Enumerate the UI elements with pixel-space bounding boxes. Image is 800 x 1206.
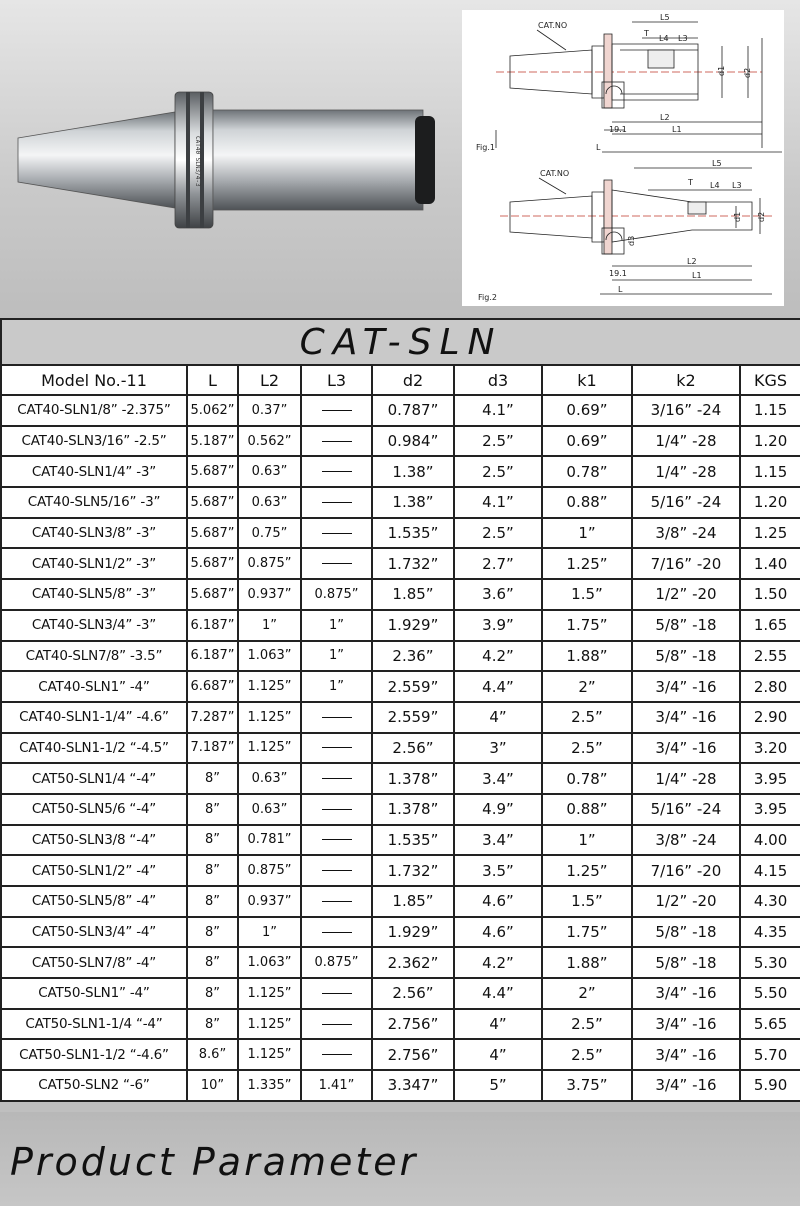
cell-model: CAT40-SLN1/2” -3” bbox=[1, 548, 187, 579]
cell-l3 bbox=[301, 733, 372, 764]
cell-l: 6.187” bbox=[187, 610, 238, 641]
fig1-label-l5: L5 bbox=[660, 13, 670, 22]
table-row bbox=[1, 671, 800, 702]
cell-l2: 1.125” bbox=[238, 671, 301, 702]
cell-l3 bbox=[301, 518, 372, 549]
cell-d3: 3” bbox=[454, 733, 542, 764]
cell-l3 bbox=[301, 763, 372, 794]
cell-model: CAT50-SLN1” -4” bbox=[1, 978, 187, 1009]
cell-d2: 2.559” bbox=[372, 702, 454, 733]
cell-d2: 1.929” bbox=[372, 610, 454, 641]
table-row bbox=[1, 426, 800, 457]
cell-kgs: 3.95 bbox=[740, 763, 800, 794]
table-row bbox=[1, 610, 800, 641]
cell-l3 bbox=[301, 456, 372, 487]
table-row bbox=[1, 917, 800, 948]
cell-d3: 4.1” bbox=[454, 487, 542, 518]
cell-kgs: 1.25 bbox=[740, 518, 800, 549]
fig2-labels bbox=[478, 159, 766, 302]
cell-l: 5.687” bbox=[187, 518, 238, 549]
cell-d2: 2.56” bbox=[372, 978, 454, 1009]
cell-l: 7.287” bbox=[187, 702, 238, 733]
dash-mark bbox=[322, 839, 352, 840]
cell-d3: 4.6” bbox=[454, 917, 542, 948]
cell-d2: 1.732” bbox=[372, 855, 454, 886]
footer-banner bbox=[0, 1112, 800, 1206]
dash-mark bbox=[322, 1024, 352, 1025]
table-row bbox=[1, 855, 800, 886]
cell-k1: 2” bbox=[542, 671, 632, 702]
cell-kgs: 4.00 bbox=[740, 825, 800, 856]
dash-mark bbox=[322, 410, 352, 411]
cell-d2: 1.378” bbox=[372, 794, 454, 825]
cell-l2: 1” bbox=[238, 917, 301, 948]
cell-d2: 2.56” bbox=[372, 733, 454, 764]
fig2-label-t: T bbox=[688, 178, 693, 187]
cell-kgs: 2.80 bbox=[740, 671, 800, 702]
cell-k2: 5/16” -24 bbox=[632, 487, 740, 518]
cell-l2: 1.125” bbox=[238, 978, 301, 1009]
cell-model: CAT50-SLN5/6 “-4” bbox=[1, 794, 187, 825]
cell-d3: 4.4” bbox=[454, 978, 542, 1009]
dash-mark bbox=[322, 932, 352, 933]
cell-model: CAT40-SLN7/8” -3.5” bbox=[1, 641, 187, 672]
cell-model: CAT40-SLN3/4” -3” bbox=[1, 610, 187, 641]
cell-model: CAT50-SLN7/8” -4” bbox=[1, 947, 187, 978]
cell-l: 8.6” bbox=[187, 1039, 238, 1070]
dash-mark bbox=[322, 441, 352, 442]
cell-kgs: 1.20 bbox=[740, 487, 800, 518]
cell-l3 bbox=[301, 825, 372, 856]
column-header: L bbox=[187, 365, 238, 395]
engraving-text: CAT40 SLN3/4-3 bbox=[194, 136, 201, 187]
cell-k2: 3/4” -16 bbox=[632, 671, 740, 702]
cell-k2: 5/8” -18 bbox=[632, 947, 740, 978]
cell-l2: 1.335” bbox=[238, 1070, 301, 1101]
cell-l3: 0.875” bbox=[301, 579, 372, 610]
cell-k1: 0.69” bbox=[542, 426, 632, 457]
cell-k2: 3/4” -16 bbox=[632, 1009, 740, 1040]
cell-k1: 1.88” bbox=[542, 641, 632, 672]
cell-model: CAT50-SLN3/4” -4” bbox=[1, 917, 187, 948]
cell-l2: 1.125” bbox=[238, 702, 301, 733]
fig1-labels bbox=[476, 13, 752, 152]
cell-l3 bbox=[301, 426, 372, 457]
cell-l: 8” bbox=[187, 1009, 238, 1040]
fig1-label-l2: L2 bbox=[660, 113, 670, 122]
cell-k1: 1.25” bbox=[542, 855, 632, 886]
fig1-label-l3: L3 bbox=[678, 34, 688, 43]
table-row bbox=[1, 487, 800, 518]
dash-mark bbox=[322, 993, 352, 994]
table-row bbox=[1, 794, 800, 825]
cell-l2: 0.63” bbox=[238, 763, 301, 794]
cell-k2: 3/4” -16 bbox=[632, 733, 740, 764]
fig2-label-l3: L3 bbox=[732, 181, 742, 190]
cell-model: CAT50-SLN2 “-6” bbox=[1, 1070, 187, 1101]
cell-d3: 2.7” bbox=[454, 548, 542, 579]
table-row bbox=[1, 825, 800, 856]
cell-l2: 1.063” bbox=[238, 641, 301, 672]
cell-l3 bbox=[301, 548, 372, 579]
cell-model: CAT40-SLN1-1/2 “-4.5” bbox=[1, 733, 187, 764]
cell-l2: 0.875” bbox=[238, 548, 301, 579]
cell-l: 5.062” bbox=[187, 395, 238, 426]
cell-l3 bbox=[301, 1039, 372, 1070]
cell-k1: 0.88” bbox=[542, 487, 632, 518]
cell-d3: 3.4” bbox=[454, 825, 542, 856]
dash-mark bbox=[322, 533, 352, 534]
fig2-label-d3: d3 bbox=[627, 235, 636, 246]
cell-l: 5.687” bbox=[187, 548, 238, 579]
cell-l3: 1” bbox=[301, 641, 372, 672]
cell-k1: 2.5” bbox=[542, 733, 632, 764]
footer-title: Product Parameter bbox=[10, 1140, 419, 1184]
fig2-caption: Fig.2 bbox=[478, 293, 497, 302]
fig1-label-t: T bbox=[644, 29, 649, 38]
cell-k2: 1/4” -28 bbox=[632, 456, 740, 487]
cell-l3 bbox=[301, 702, 372, 733]
dash-mark bbox=[322, 809, 352, 810]
cell-k1: 1.25” bbox=[542, 548, 632, 579]
cell-k2: 5/8” -18 bbox=[632, 610, 740, 641]
cell-kgs: 5.50 bbox=[740, 978, 800, 1009]
cell-kgs: 1.15 bbox=[740, 395, 800, 426]
cell-l3 bbox=[301, 917, 372, 948]
cell-k1: 1.75” bbox=[542, 917, 632, 948]
cell-k2: 5/8” -18 bbox=[632, 641, 740, 672]
table-header-row bbox=[1, 365, 800, 395]
cell-l: 7.187” bbox=[187, 733, 238, 764]
cell-l2: 1.125” bbox=[238, 1009, 301, 1040]
cell-l: 8” bbox=[187, 917, 238, 948]
cell-d2: 1.38” bbox=[372, 487, 454, 518]
cell-k2: 5/16” -24 bbox=[632, 794, 740, 825]
cell-l2: 0.75” bbox=[238, 518, 301, 549]
cell-model: CAT50-SLN3/8 “-4” bbox=[1, 825, 187, 856]
table-row bbox=[1, 1070, 800, 1101]
cell-model: CAT50-SLN1/2” -4” bbox=[1, 855, 187, 886]
fig2-label-l: L bbox=[618, 285, 623, 294]
cell-kgs: 1.20 bbox=[740, 426, 800, 457]
cell-l3 bbox=[301, 886, 372, 917]
fig1-label-d2: d2 bbox=[743, 67, 752, 78]
cell-l: 8” bbox=[187, 947, 238, 978]
cell-l3 bbox=[301, 1009, 372, 1040]
dash-mark bbox=[322, 1054, 352, 1055]
cell-k2: 1/4” -28 bbox=[632, 763, 740, 794]
header-banner bbox=[0, 0, 800, 318]
cell-k2: 3/8” -24 bbox=[632, 825, 740, 856]
cell-d3: 4” bbox=[454, 702, 542, 733]
fig1-caption: Fig.1 bbox=[476, 143, 495, 152]
cell-k2: 3/4” -16 bbox=[632, 978, 740, 1009]
cell-l2: 1.063” bbox=[238, 947, 301, 978]
cell-l2: 1” bbox=[238, 610, 301, 641]
cell-k2: 1/2” -20 bbox=[632, 579, 740, 610]
cell-d3: 3.4” bbox=[454, 763, 542, 794]
cell-k1: 1.75” bbox=[542, 610, 632, 641]
fig2-label-19-1: 19.1 bbox=[609, 269, 627, 278]
cell-l3: 1.41” bbox=[301, 1070, 372, 1101]
table-row bbox=[1, 947, 800, 978]
cell-d3: 2.5” bbox=[454, 518, 542, 549]
cell-l2: 0.562” bbox=[238, 426, 301, 457]
cell-l3 bbox=[301, 855, 372, 886]
cell-model: CAT40-SLN1” -4” bbox=[1, 671, 187, 702]
technical-drawing bbox=[462, 10, 784, 306]
cell-l3: 1” bbox=[301, 671, 372, 702]
table-row bbox=[1, 518, 800, 549]
cell-k1: 0.88” bbox=[542, 794, 632, 825]
fig2-label-l2: L2 bbox=[687, 257, 697, 266]
cell-k1: 2.5” bbox=[542, 1039, 632, 1070]
cell-d2: 0.984” bbox=[372, 426, 454, 457]
dash-mark bbox=[322, 471, 352, 472]
cell-d2: 1.732” bbox=[372, 548, 454, 579]
cell-l2: 0.875” bbox=[238, 855, 301, 886]
cell-l: 6.687” bbox=[187, 671, 238, 702]
cell-k2: 3/4” -16 bbox=[632, 1039, 740, 1070]
cell-l: 8” bbox=[187, 763, 238, 794]
fig1-label-d1: d1 bbox=[717, 65, 726, 76]
fig1-label-l1: L1 bbox=[672, 125, 682, 134]
cell-l2: 0.937” bbox=[238, 579, 301, 610]
cell-kgs: 4.30 bbox=[740, 886, 800, 917]
cell-model: CAT40-SLN3/8” -3” bbox=[1, 518, 187, 549]
dash-mark bbox=[322, 778, 352, 779]
cell-d2: 2.36” bbox=[372, 641, 454, 672]
cell-d3: 4” bbox=[454, 1039, 542, 1070]
dash-mark bbox=[322, 901, 352, 902]
cell-k1: 1.5” bbox=[542, 579, 632, 610]
cell-l2: 0.63” bbox=[238, 456, 301, 487]
table-row bbox=[1, 641, 800, 672]
column-header: k1 bbox=[542, 365, 632, 395]
table-row bbox=[1, 763, 800, 794]
cell-d3: 4.4” bbox=[454, 671, 542, 702]
cell-d3: 4.2” bbox=[454, 641, 542, 672]
table-row bbox=[1, 886, 800, 917]
cell-d3: 4” bbox=[454, 1009, 542, 1040]
cell-d2: 2.362” bbox=[372, 947, 454, 978]
cell-kgs: 3.20 bbox=[740, 733, 800, 764]
cell-k2: 1/4” -28 bbox=[632, 426, 740, 457]
cell-model: CAT50-SLN1-1/2 “-4.6” bbox=[1, 1039, 187, 1070]
cell-k1: 2.5” bbox=[542, 702, 632, 733]
cell-l: 8” bbox=[187, 855, 238, 886]
cell-l: 8” bbox=[187, 886, 238, 917]
cell-kgs: 5.65 bbox=[740, 1009, 800, 1040]
column-header: Model No.-11 bbox=[1, 365, 187, 395]
fig1-label-l4: L4 bbox=[659, 34, 669, 43]
cell-k1: 2.5” bbox=[542, 1009, 632, 1040]
table-row bbox=[1, 702, 800, 733]
cell-l: 5.187” bbox=[187, 426, 238, 457]
spec-table bbox=[0, 318, 800, 1102]
cell-l: 8” bbox=[187, 825, 238, 856]
cell-d3: 4.6” bbox=[454, 886, 542, 917]
table-row bbox=[1, 579, 800, 610]
cell-d2: 1.85” bbox=[372, 579, 454, 610]
fig2-label-l5: L5 bbox=[712, 159, 722, 168]
dash-mark bbox=[322, 747, 352, 748]
cell-l2: 0.63” bbox=[238, 487, 301, 518]
cell-kgs: 5.70 bbox=[740, 1039, 800, 1070]
cell-d3: 4.2” bbox=[454, 947, 542, 978]
column-header: L2 bbox=[238, 365, 301, 395]
cell-k1: 2” bbox=[542, 978, 632, 1009]
cell-d2: 2.756” bbox=[372, 1009, 454, 1040]
cell-kgs: 2.55 bbox=[740, 641, 800, 672]
cell-l3 bbox=[301, 794, 372, 825]
cell-d2: 3.347” bbox=[372, 1070, 454, 1101]
cell-k1: 1” bbox=[542, 518, 632, 549]
fig1-drawing bbox=[496, 22, 782, 152]
cell-d3: 5” bbox=[454, 1070, 542, 1101]
cell-d2: 1.535” bbox=[372, 518, 454, 549]
cell-kgs: 5.90 bbox=[740, 1070, 800, 1101]
cell-model: CAT50-SLN1-1/4 “-4” bbox=[1, 1009, 187, 1040]
cell-k2: 3/4” -16 bbox=[632, 1070, 740, 1101]
tool-holder-photo bbox=[10, 80, 450, 240]
table-row bbox=[1, 548, 800, 579]
cell-kgs: 1.65 bbox=[740, 610, 800, 641]
cell-k2: 3/4” -16 bbox=[632, 702, 740, 733]
column-header: KGS bbox=[740, 365, 800, 395]
table-row bbox=[1, 733, 800, 764]
column-header: d2 bbox=[372, 365, 454, 395]
cell-l3 bbox=[301, 487, 372, 518]
column-header: d3 bbox=[454, 365, 542, 395]
cell-l2: 0.37” bbox=[238, 395, 301, 426]
fig2-label-d1: d1 bbox=[733, 211, 742, 222]
cell-d2: 2.756” bbox=[372, 1039, 454, 1070]
cell-l: 10” bbox=[187, 1070, 238, 1101]
cell-kgs: 1.40 bbox=[740, 548, 800, 579]
cell-k1: 0.69” bbox=[542, 395, 632, 426]
cell-l: 5.687” bbox=[187, 456, 238, 487]
fig2-label-cat-no: CAT.NO bbox=[540, 169, 570, 178]
cell-l3: 1” bbox=[301, 610, 372, 641]
cell-kgs: 4.35 bbox=[740, 917, 800, 948]
cell-kgs: 1.15 bbox=[740, 456, 800, 487]
cell-l: 6.187” bbox=[187, 641, 238, 672]
cell-model: CAT50-SLN5/8” -4” bbox=[1, 886, 187, 917]
cell-model: CAT40-SLN5/16” -3” bbox=[1, 487, 187, 518]
cell-k2: 7/16” -20 bbox=[632, 855, 740, 886]
cell-kgs: 4.15 bbox=[740, 855, 800, 886]
cell-l2: 0.781” bbox=[238, 825, 301, 856]
cell-k1: 0.78” bbox=[542, 763, 632, 794]
cell-k2: 7/16” -20 bbox=[632, 548, 740, 579]
cell-l3 bbox=[301, 978, 372, 1009]
cell-d2: 2.559” bbox=[372, 671, 454, 702]
cell-d2: 1.38” bbox=[372, 456, 454, 487]
cell-k2: 3/8” -24 bbox=[632, 518, 740, 549]
cell-model: CAT40-SLN5/8” -3” bbox=[1, 579, 187, 610]
cell-d3: 3.9” bbox=[454, 610, 542, 641]
column-header: L3 bbox=[301, 365, 372, 395]
dash-mark bbox=[322, 563, 352, 564]
dash-mark bbox=[322, 717, 352, 718]
cell-d2: 1.85” bbox=[372, 886, 454, 917]
fig1-label-l: L bbox=[596, 143, 601, 152]
cell-d2: 0.787” bbox=[372, 395, 454, 426]
fig1-label-cat-no: CAT.NO bbox=[538, 21, 568, 30]
cell-d2: 1.929” bbox=[372, 917, 454, 948]
cell-k1: 1.88” bbox=[542, 947, 632, 978]
table-row bbox=[1, 978, 800, 1009]
cell-kgs: 5.30 bbox=[740, 947, 800, 978]
column-header: k2 bbox=[632, 365, 740, 395]
cell-l3 bbox=[301, 395, 372, 426]
cell-k1: 0.78” bbox=[542, 456, 632, 487]
cell-l2: 1.125” bbox=[238, 1039, 301, 1070]
table-row bbox=[1, 1039, 800, 1070]
cell-model: CAT40-SLN1/4” -3” bbox=[1, 456, 187, 487]
fig2-label-l1: L1 bbox=[692, 271, 702, 280]
cell-kgs: 3.95 bbox=[740, 794, 800, 825]
table-title: CAT-SLN bbox=[1, 319, 800, 365]
cell-kgs: 1.50 bbox=[740, 579, 800, 610]
cell-d2: 1.378” bbox=[372, 763, 454, 794]
cell-l2: 1.125” bbox=[238, 733, 301, 764]
cell-d3: 2.5” bbox=[454, 426, 542, 457]
table-row bbox=[1, 1009, 800, 1040]
dash-mark bbox=[322, 502, 352, 503]
fig1-label-19-1: 19.1 bbox=[609, 125, 627, 134]
cell-d3: 4.1” bbox=[454, 395, 542, 426]
cell-model: CAT40-SLN3/16” -2.5” bbox=[1, 426, 187, 457]
table-row bbox=[1, 456, 800, 487]
cell-d3: 4.9” bbox=[454, 794, 542, 825]
cell-k2: 5/8” -18 bbox=[632, 917, 740, 948]
cell-d2: 1.535” bbox=[372, 825, 454, 856]
dash-mark bbox=[322, 870, 352, 871]
cell-k1: 1” bbox=[542, 825, 632, 856]
cell-k2: 3/16” -24 bbox=[632, 395, 740, 426]
cell-l: 8” bbox=[187, 794, 238, 825]
cell-d3: 3.5” bbox=[454, 855, 542, 886]
cell-l: 5.687” bbox=[187, 579, 238, 610]
cell-k2: 1/2” -20 bbox=[632, 886, 740, 917]
cell-k1: 1.5” bbox=[542, 886, 632, 917]
cell-l2: 0.937” bbox=[238, 886, 301, 917]
table-body bbox=[1, 395, 800, 1101]
cell-d3: 3.6” bbox=[454, 579, 542, 610]
cell-k1: 3.75” bbox=[542, 1070, 632, 1101]
table-row bbox=[1, 395, 800, 426]
fig2-label-d2: d2 bbox=[757, 211, 766, 222]
cell-model: CAT40-SLN1/8” -2.375” bbox=[1, 395, 187, 426]
cell-model: CAT50-SLN1/4 “-4” bbox=[1, 763, 187, 794]
cell-d3: 2.5” bbox=[454, 456, 542, 487]
cell-model: CAT40-SLN1-1/4” -4.6” bbox=[1, 702, 187, 733]
cell-kgs: 2.90 bbox=[740, 702, 800, 733]
fig2-label-l4: L4 bbox=[710, 181, 720, 190]
cell-l: 5.687” bbox=[187, 487, 238, 518]
cell-l: 8” bbox=[187, 978, 238, 1009]
cell-l3: 0.875” bbox=[301, 947, 372, 978]
cell-l2: 0.63” bbox=[238, 794, 301, 825]
